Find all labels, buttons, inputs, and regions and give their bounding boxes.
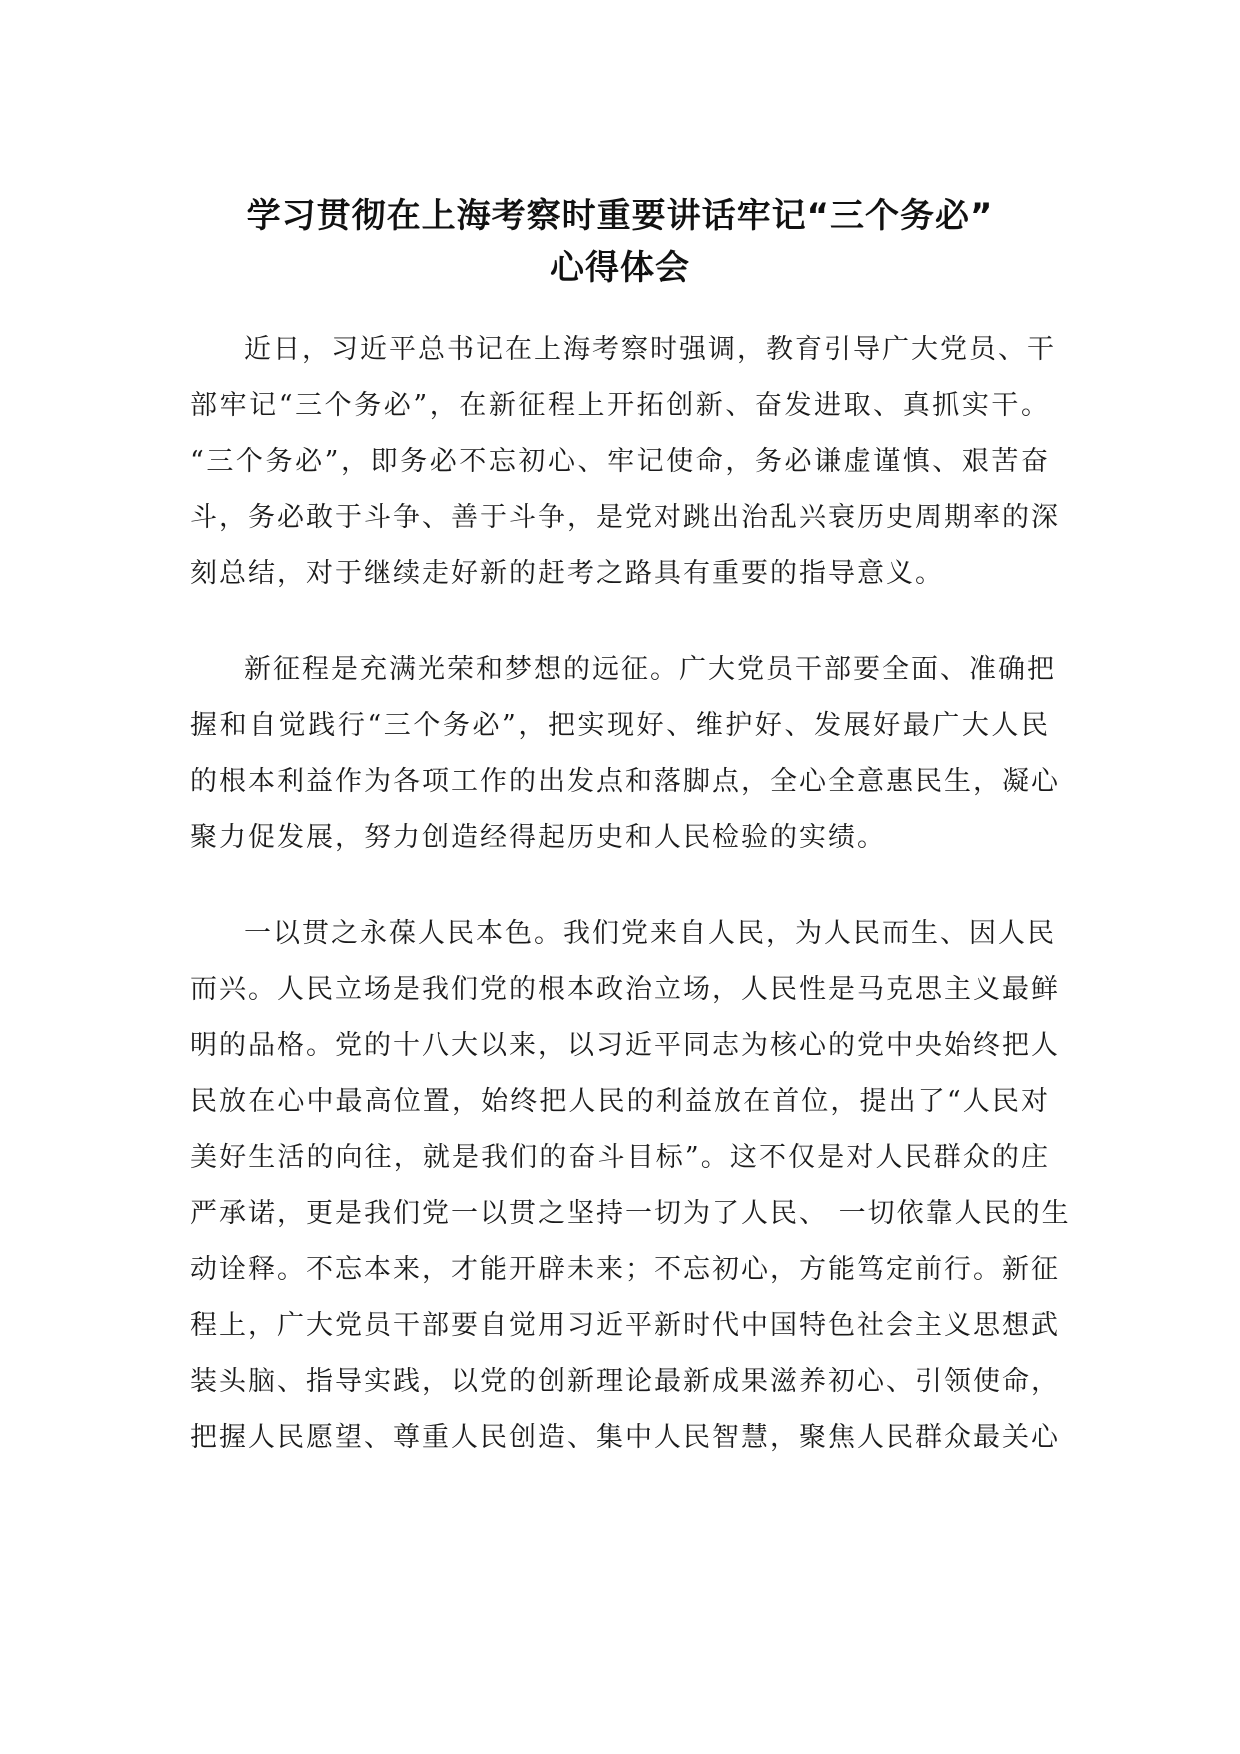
paragraph-line: 把握人民愿望、尊重人民创造、集中人民智慧，聚焦人民群众最关心 [190, 1422, 1060, 1453]
paragraph-line: 握和自觉践行“三个务必”，把实现好、维护好、发展好最广大人民 [190, 710, 1050, 741]
paragraph-line: 而兴。人民立场是我们党的根本政治立场，人民性是马克思主义最鲜 [190, 974, 1060, 1005]
paragraph-line: 刻总结，对于继续走好新的赶考之路具有重要的指导意义。 [190, 558, 944, 589]
paragraph-line: 新征程是充满光荣和梦想的远征。广大党员干部要全面、准确把 [244, 654, 1056, 685]
document-body [190, 322, 1071, 1506]
paragraph-line: 明的品格。党的十八大以来，以习近平同志为核心的党中央始终把人 [190, 1030, 1060, 1061]
paragraph-3 [190, 906, 1071, 1466]
paragraph-line: 严承诺，更是我们党一以贯之坚持一切为了人民、 一切依靠人民的生 [190, 1198, 1071, 1229]
paragraph-line: 一以贯之永葆人民本色。我们党来自人民，为人民而生、因人民 [244, 918, 1056, 949]
paragraph-line: 美好生活的向往，就是我们的奋斗目标”。这不仅是对人民群众的庄 [190, 1142, 1050, 1173]
paragraph-line: “三个务必”，即务必不忘初心、牢记使命，务必谦虚谨慎、艰苦奋 [190, 446, 1050, 477]
paragraph-line: 近日，习近平总书记在上海考察时强调，教育引导广大党员、干 [244, 334, 1056, 365]
paragraph-line: 聚力促发展，努力创造经得起历史和人民检验的实绩。 [190, 822, 886, 853]
title-line-2: 心得体会 [550, 248, 690, 288]
paragraph-1 [190, 322, 1060, 602]
paragraph-line: 的根本利益作为各项工作的出发点和落脚点，全心全意惠民生，凝心 [190, 766, 1060, 797]
paragraph-line: 民放在心中最高位置，始终把人民的利益放在首位，提出了“人民对 [190, 1086, 1050, 1117]
paragraph-line: 装头脑、指导实践，以党的创新理论最新成果滋养初心、引领使命， [190, 1366, 1060, 1397]
paragraph-line: 程上，广大党员干部要自觉用习近平新时代中国特色社会主义思想武 [190, 1310, 1060, 1341]
title-line-1: 学习贯彻在上海考察时重要讲话牢记“三个务必” [246, 196, 994, 236]
paragraph-line: 斗，务必敢于斗争、善于斗争，是党对跳出治乱兴衰历史周期率的深 [190, 502, 1060, 533]
paragraph-line: 动诠释。不忘本来，才能开辟未来；不忘初心，方能笃定前行。新征 [190, 1254, 1060, 1285]
paragraph-2 [190, 642, 1060, 866]
document-title [190, 190, 1050, 294]
paragraph-line: 部牢记“三个务必”，在新征程上开拓创新、奋发进取、真抓实干。 [190, 390, 1050, 421]
